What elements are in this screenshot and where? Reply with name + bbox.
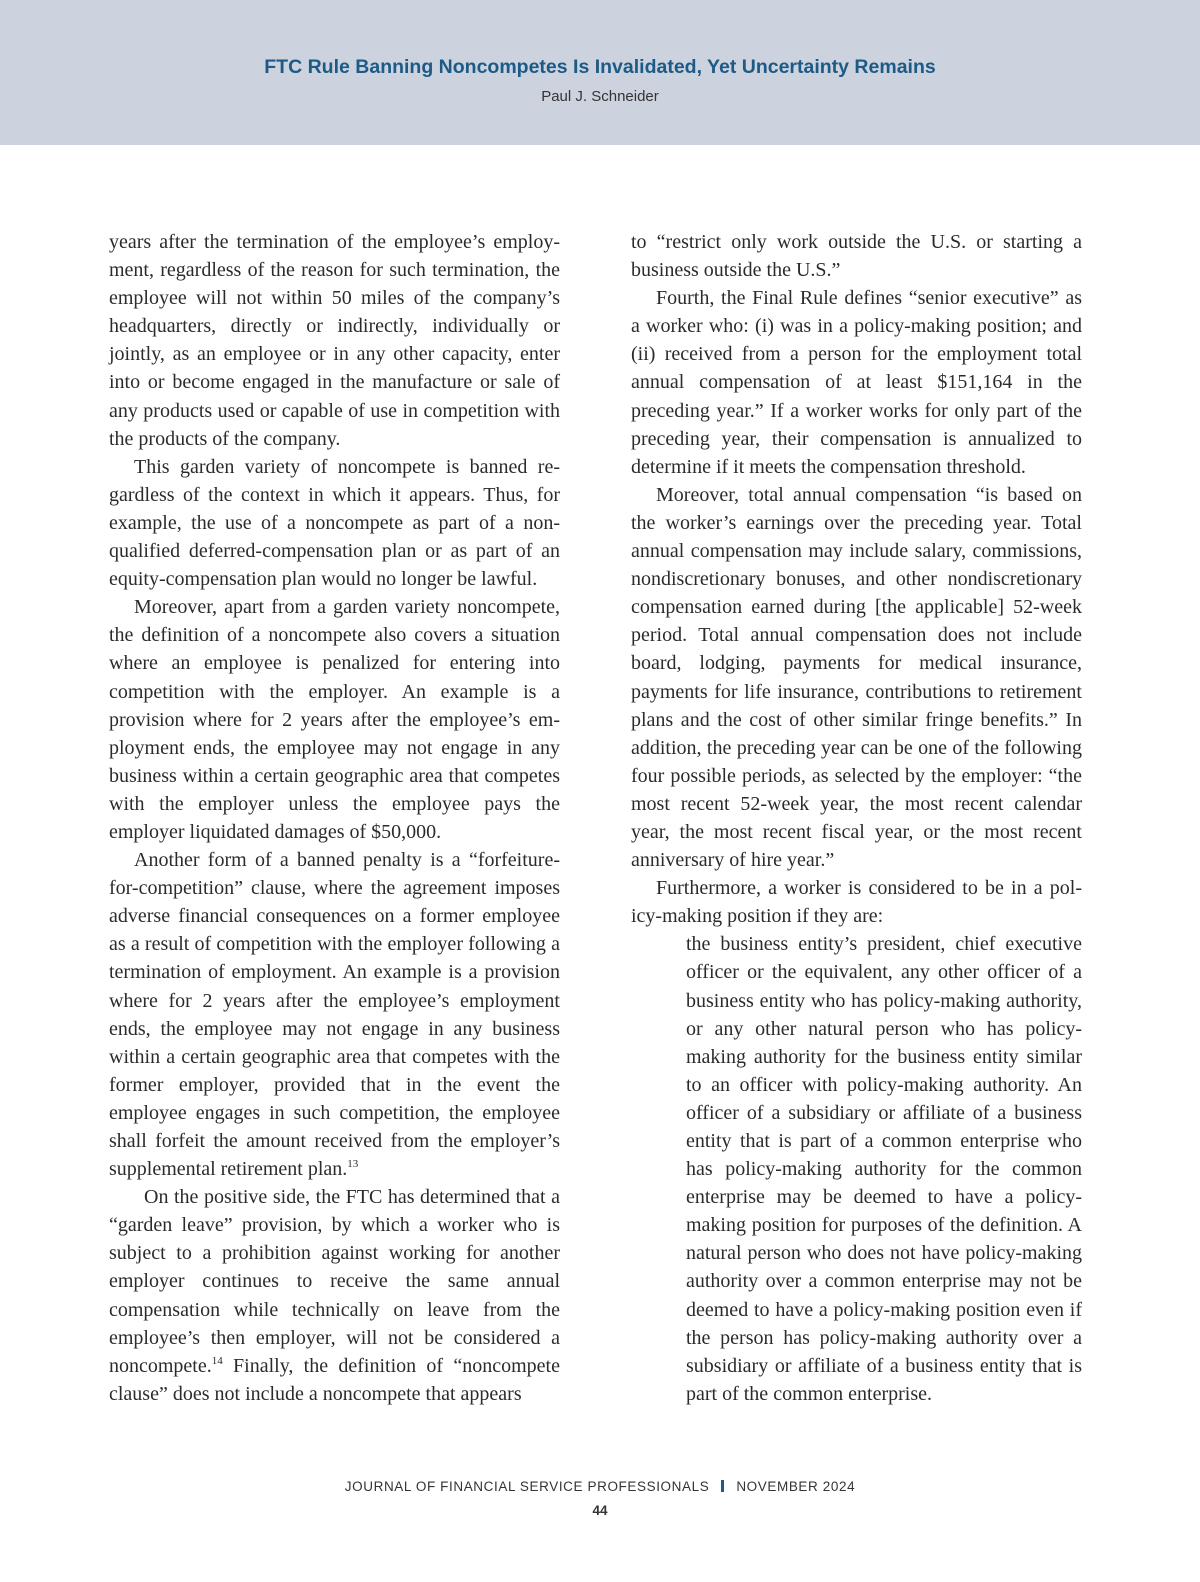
article-author: Paul J. Schneider [541,88,659,105]
article-title: FTC Rule Banning Noncompetes Is Invalidated, Yet Uncertainty Remains [264,56,936,78]
paragraph: Fourth, the Final Rule defines “senior executive” as a worker who: (i) was in a policy-making position; and (ii) received from a person for the employment total annual compensation of at least $151,164 in the preceding year.” If a worker works for only part of the preceding year, their compensation is annualized to determine if it meets the compensation threshold. [631,287,1082,478]
footnote-marker: 13 [347,1158,359,1171]
paragraph-text: On the positive side, the FTC has determined that a “garden leave” provision, by which a worker who is subject to a prohibition against working for another employer continues to receive the same annual compensation while technically on leave from the employee’s then employer, will not be considered a noncompete. [109,1186,560,1377]
left-column [109,228,560,1408]
issue-date: NOVEMBER 2024 [736,1479,856,1494]
paragraph: Moreover, apart from a garden variety noncompete, the definition of a noncompete also covers a situation where an employee is penalized for entering into competition with the employer. An example is a provision where for 2 years after the employee’s employment ends, the employee may not engage in any business within a certain geographic area that competes with the employer unless the employee pays the employer liquidated damages of $50,000. [109,596,560,843]
paragraph [109,1183,560,1408]
page-number: 44 [592,1503,608,1518]
journal-name: JOURNAL OF FINANCIAL SERVICE PROFESSIONALS [344,1479,710,1494]
right-column [631,228,1082,1408]
footer-journal [0,1479,1200,1494]
block-quote: the business entity’s president, chief executive officer or the equivalent, any other officer of a business entity who has policy-making authority, or any other natural person who has policy-making authority for the business entity similar to an officer with policy-making authority. An officer of a subsidiary or affiliate of a business entity that is part of a common enterprise who has policy-making authority for the common enterprise may be deemed to have a policy-making position for purposes of the definition. A natural person who does not have policy-making authority over a common enterprise may not be deemed to have a policy-making position even if the person has policy-making authority over a subsidiary or affiliate of a business entity that is part of the common enterprise. [686,933,1082,1405]
page-header [0,0,1200,145]
paragraph: Moreover, total annual compensation “is based on the worker’s earnings over the preceding year. Total annual compensation may include salary, commissions, nondiscretionary bonuses, and other nondiscretionary compensation earned during [the applicable] 52-week period. Total annual compensation does not include board, lodging, payments for medical insurance, payments for life insurance, contributions to retirement plans and the cost of other similar fringe benefits.” In addition, the preceding year can be one of the following four possible periods, as selected by the employer: “the most recent 52-week year, the most recent calendar year, the most recent fiscal year, or the most recent anniversary of hire year.” [631,483,1082,872]
paragraph-text: Finally, the definition of “noncompete clause” does not include a noncompete that appears [109,1354,560,1405]
paragraph-text: Another form of a banned penalty is a “forfeiture-for-competition” clause, where the agreement imposes adverse financial consequences on a former employee as a result of competition with the employer following a termination of employment. An example is a provision where for 2 years after the employee’s employment ends, the employee may not engage in any business within a certain geographic area that competes with the former employer, provided that in the event the employee engages in such competition, the employee shall forfeit the amount received from the employer’s supplemental retirement plan. [109,849,560,1181]
footnote-marker: 14 [211,1354,223,1367]
paragraph: This garden variety of noncompete is banned regardless of the context in which it appears. Thus, for example, the use of a noncompete as part of a nonqualified deferred-compensation plan or as part of an equity-compensation plan would no longer be lawful. [109,455,560,591]
footer-separator [721,1480,724,1492]
paragraph: years after the termination of the employee’s employment, regardless of the reason for such termination, the employee will not within 50 miles of the company’s headquarters, directly or indirectly, individually or jointly, as an employee or in any other capacity, enter into or become engaged in the manufacture or sale of any products used or capable of use in competition with the products of the company. [109,231,560,450]
paragraph: to “restrict only work outside the U.S. or starting a business outside the U.S.” [631,231,1082,282]
paragraph [109,846,560,1183]
paragraph: Furthermore, a worker is considered to be in a policy-making position if they are: [631,877,1082,928]
